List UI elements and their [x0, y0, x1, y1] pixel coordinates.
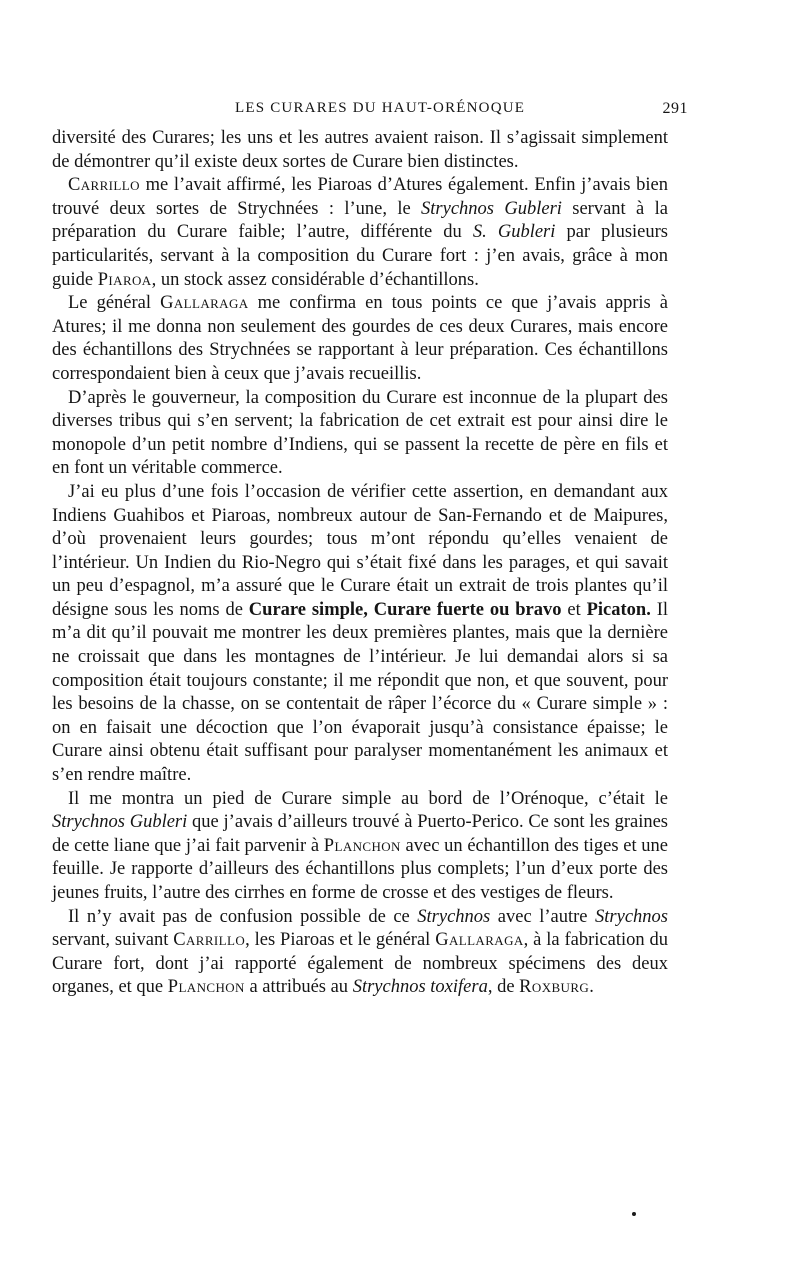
paragraph-7-text-8: .: [589, 977, 594, 998]
paragraph-5-text-3: Il m’a dit qu’il pouvait me montrer les deux premières plantes, mais que la dernière ne croissait que dans les montagnes de l’intérieur. Je lui demandai alors si sa composition était toujours constante; il me répondit que non, et que souvent, pour les besoins de la chasse, on se contentait de râper l’écorce du « Curare simple » : on en faisait une décoction que l’on évaporait jusqu’à consistance épaisse; le Curare ainsi obtenu était suffisant pour paralyser momentanément les animaux et s’en rendre maître.: [52, 599, 669, 786]
name-roxburg: Roxburg: [519, 977, 590, 998]
paragraph-2-text-2: servant à la préparation du Curare faible; l’autre, différente du: [52, 198, 668, 243]
paragraph-7-text-2: avec l’autre: [490, 906, 596, 927]
paragraph-7-text-1: Il n’y avait pas de confusion possible de ce: [68, 906, 418, 927]
species-name: Strychnos Gubleri: [52, 812, 188, 833]
running-title: LES CURARES DU HAUT-ORÉNOQUE: [235, 100, 526, 116]
paragraph-5-text-1: J’ai eu plus d’une fois l’occasion de vérifier cette assertion, en demandant aux Indiens Guahibos et Piaroas, nombreux autour de San-Fernando et de Maipures, d’où provenaient leurs gourdes; tous m’ont répondu qu’elles venaient de l’intérieur. Un Indien du Rio-Negro qui s’était fixé dans les parages, et qui savait un peu d’espagnol, m’a assuré que le Curare était un extrait de trois plantes qu’il désigne sous les noms de: [52, 481, 668, 620]
author-name-carrillo: Carrillo: [68, 175, 140, 196]
species-name-toxifera: Strychnos toxifera: [352, 977, 488, 998]
paragraph-7: [52, 906, 668, 1000]
paragraph-7-text-7: , de: [487, 977, 520, 998]
paragraph-2-text-1: me l’avait affirmé, les Piaroas d’Atures également. Enfin j’avais bien trouvé deux sortes de Strychnées : l’une, le: [52, 175, 668, 219]
paragraph-6-text-3: avec un échantillon des tiges et une feuille. Je rapporte d’ailleurs des échantillons plus complets; l’un d’eux porte des jeunes fruits, l’autre des cirrhes en forme de crosse et des vestiges de fleurs.: [52, 835, 668, 903]
running-head: [50, 100, 688, 122]
paragraph-1: diversité des Curares; les uns et les autres avaient raison. Il s’agissait simplement de démontrer qu’il existe deux sortes de Curare bien distinctes.: [52, 128, 668, 172]
species-name: Strychnos: [417, 906, 491, 927]
picaton-bold: Picaton.: [586, 599, 651, 620]
paragraph-2-text-4: , un stock assez considérable d’échantillons.: [151, 269, 479, 290]
name-gallaraga: Gallaraga: [435, 930, 524, 951]
name-gallaraga: Gallaraga: [160, 293, 249, 314]
name-planchon: Planchon: [323, 835, 401, 856]
species-name-abbrev: S. Gubleri: [472, 222, 556, 243]
body-text: [52, 127, 668, 1000]
paragraph-3-text-1: Le général: [68, 293, 161, 314]
author-name-carrillo: Carrillo: [173, 930, 246, 951]
page-number: 291: [662, 100, 688, 117]
paragraph-3: [52, 292, 668, 386]
paragraph-2: [52, 174, 668, 292]
paragraph-6-text-1: Il me montra un pied de Curare simple au bord de l’Orénoque, c’était le: [68, 788, 668, 809]
paragraph-6-text-2: que j’avais d’ailleurs trouvé à Puerto-Perico. Ce sont les graines de cette liane que j’ai fait parvenir à: [52, 812, 668, 856]
species-name: Strychnos: [595, 906, 668, 927]
curare-names-bold: Curare simple, Curare fuerte ou bravo: [248, 599, 562, 620]
paragraph-7-text-5: , à la fabrication du Curare fort, dont j’ai rapporté également de nombreux spécimens des deux organes, et que: [52, 930, 668, 998]
paragraph-2-text-3: par plusieurs particularités, servant à la composition du Curare fort : j’en avais, grâce à mon guide: [52, 222, 668, 290]
paragraph-5: [52, 481, 668, 788]
paragraph-6: [52, 788, 668, 906]
paragraph-7-text-3: servant, suivant: [52, 930, 174, 951]
ink-speck: [632, 1212, 636, 1216]
species-name: Strychnos Gubleri: [421, 198, 562, 219]
name-piaroa: Piaroa: [97, 269, 152, 290]
paragraph-3-text-2: me confirma en tous points ce que j’avais appris à Atures; il me donna non seulement des gourdes de ces deux Curares, mais encore des échantillons des Strychnées se rapportant à leur préparation. Ces échantillons correspondaient bien à ceux que j’avais recueillis.: [52, 293, 668, 384]
paragraph-7-text-4: , les Piaroas et le général: [245, 930, 436, 951]
paragraph-4: D’après le gouverneur, la composition du Curare est inconnue de la plupart des diverses tribus qui s’en servent; la fabrication de cet extrait est pour ainsi dire le monopole d’un petit nombre d’Indiens, qui se passent la recette de père en fils et en font un véritable commerce.: [52, 387, 668, 479]
paragraph-5-text-2: et: [561, 599, 587, 620]
name-planchon: Planchon: [167, 977, 245, 998]
paragraph-7-text-6: a attribués au: [244, 977, 353, 998]
